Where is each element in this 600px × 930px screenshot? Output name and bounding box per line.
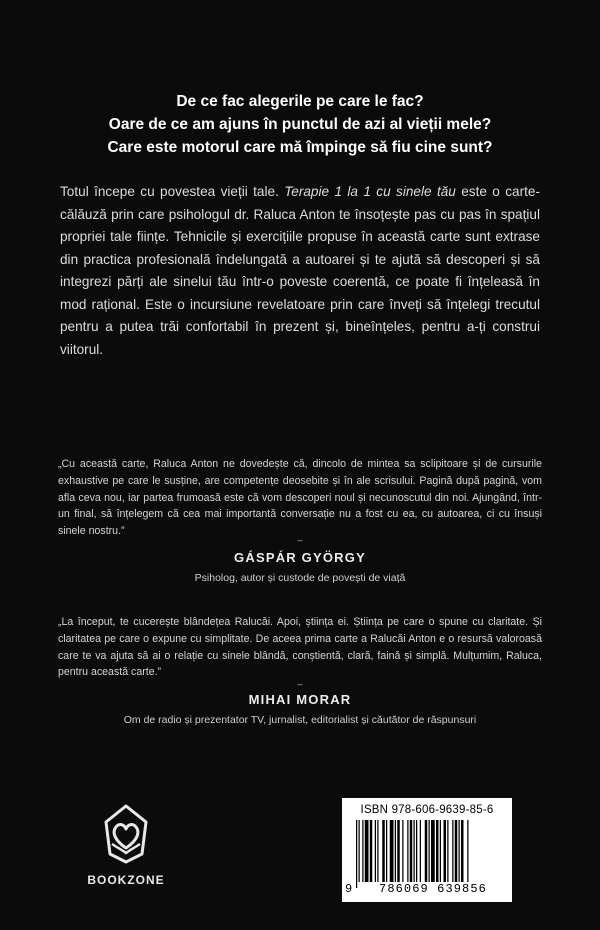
barcode-first-digit: 9 [345, 882, 353, 896]
testimonial-dash: – [297, 535, 303, 545]
description-lead: Totul începe cu povestea vieții tale. [60, 184, 285, 199]
testimonial-author: MIHAI MORAR [248, 692, 352, 707]
book-description [60, 181, 540, 361]
publisher-logo [72, 800, 180, 896]
barcode-digits: 786069 639856 [358, 882, 508, 896]
testimonial-author: GÁSPÁR GYÖRGY [234, 550, 366, 565]
question-line: Oare de ce am ajuns în punctul de azi al vieții mele? [108, 116, 492, 133]
testimonial-author-role: Om de radio și prezentator TV, jurnalist, editorialist și căutător de răspunsuri [123, 714, 477, 726]
question-line: De ce fac alegerile pe care le fac? [176, 93, 424, 110]
barcode-bars [356, 820, 506, 888]
description-body: este o carte-călăuză prin care psihologul dr. Raluca Anton te însoțește pas cu pas în spațiul propriei tale ființe. Tehnicile și exercițiile propuse în această carte sunt extrase din practica profesională îndelungată a autoarei și te ajută să descoperi și să integrezi părți ale sinelui tău într-o poveste coerentă, ce poate fi înțeleasă în mod rațional. Este o incursiune revelatoare prin care înveți să înțelegi trecutul pentru a putea trăi confortabil în prezent și, bineînțeles, pentru a-ți construi viitorul. [60, 184, 540, 357]
heart-book-icon [100, 800, 152, 866]
question-line: Care este motorul care mă împinge să fiu cine sunt? [107, 139, 493, 156]
testimonial-author-role: Psiholog, autor și custode de povești de viață [194, 572, 406, 584]
book-title-inline: Terapie 1 la 1 cu sinele tău [284, 184, 456, 199]
testimonial-dash: – [297, 679, 303, 689]
isbn-barcode [342, 798, 512, 902]
opening-questions [40, 90, 560, 159]
testimonial-quote: „La început, te cucerește blândețea Ralucăi. Apoi, știința ei. Știința pe care o spune cu claritate. Și claritatea pe care o expune cu simplitate. De aceea prima carte a Ralucăi Anton e o resursă valoroasă care te va ajuta să ai o relație cu sinele blândă, conștientă, clară, faină și simplă. Mulțumim, Raluca, pentru această carte.” [58, 616, 542, 679]
publisher-name: BOOKZONE [87, 873, 165, 887]
isbn-label: ISBN 978-606-9639-85-6 [360, 804, 494, 816]
testimonial-quote: „Cu această carte, Raluca Anton ne dovedește că, dincolo de mintea sa sclipitoare și de cursurile exhaustive pe care le susține, are competențe deosebite și în ale scrisului. Pagină după pagină, vom afla ceva nou, iar partea frumoasă este că vom descoperi noul și necunoscutul din noi. Ajungând, într-un final, să înțelegem că cea mai importantă conversație nu a fost cu ea, cu autoarea, ci cu însuși sinele nostru.” [58, 458, 542, 538]
